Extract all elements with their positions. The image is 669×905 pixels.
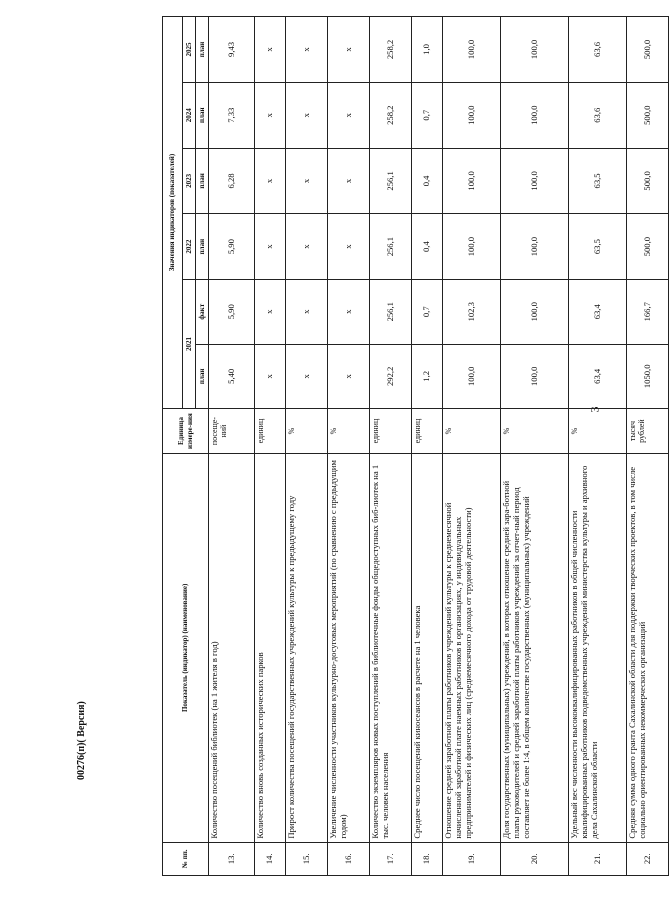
- header-year-2022: 2022: [183, 214, 196, 280]
- indicator-value: 100,0: [501, 279, 569, 344]
- indicator-value: 0,7: [412, 279, 443, 344]
- header-year-2023: 2023: [183, 148, 196, 214]
- indicator-value: 500,0: [627, 214, 669, 280]
- row-number: 14.: [255, 842, 286, 875]
- header-year-2021: 2021: [183, 279, 196, 408]
- row-number: 22.: [627, 842, 669, 875]
- indicator-value: x: [286, 214, 328, 280]
- header-year-2024: 2024: [183, 82, 196, 148]
- indicator-value: x: [286, 279, 328, 344]
- header-plan: план: [196, 344, 209, 409]
- row-number: 18.: [412, 842, 443, 875]
- indicator-value: 5,90: [209, 214, 255, 280]
- indicator-value: x: [255, 17, 286, 83]
- table-row: [412, 17, 443, 876]
- header-unit: Единица измере-ния: [163, 409, 209, 454]
- indicator-value: 500,0: [627, 82, 669, 148]
- header-indicator: Показатель (индикатор) (наименование): [163, 454, 209, 843]
- indicator-name: Среднее число посещений киносеансов в расчете на 1 человека: [412, 454, 443, 843]
- indicator-name: Отношение средней заработной платы работников учреждений культуры к среднемесячной начисленной заработной плате наемных работников в организациях, у индивидуальных предпринимателей и физических лиц (среднемесячного дохода от трудовой деятельности): [443, 454, 501, 843]
- indicator-value: 1050,0: [627, 344, 669, 409]
- indicator-value: 100,0: [443, 82, 501, 148]
- indicator-value: 100,0: [443, 148, 501, 214]
- indicator-value: 5,40: [209, 344, 255, 409]
- indicator-value: 1,2: [412, 344, 443, 409]
- unit-of-measure: %: [328, 409, 370, 454]
- table-row: [569, 17, 627, 876]
- table-row: [370, 17, 412, 876]
- indicator-name: Удельный вес численности высококвалифицированных работников в общей численности квалифицированных работников подведомственных учреждений министерства культуры и архивного дела Сахалинской области: [569, 454, 627, 843]
- indicator-value: x: [328, 214, 370, 280]
- indicator-name: Средняя сумма одного гранта Сахалинской области для поддержки творческих проектов, в том числе социально ориентированных некоммерческих организаций: [627, 454, 669, 843]
- header-year-2025: 2025: [183, 17, 196, 83]
- row-number: 16.: [328, 842, 370, 875]
- indicator-value: 6,28: [209, 148, 255, 214]
- table-row: [255, 17, 286, 876]
- indicator-name: Увеличение численности участников культурно-досуговых мероприятий (по сравнению с предыдущим годом): [328, 454, 370, 843]
- unit-of-measure: посеще-ний: [209, 409, 255, 454]
- indicator-value: x: [328, 17, 370, 83]
- indicator-value: 5,90: [209, 279, 255, 344]
- indicator-name: Количество посещений библиотек (на 1 жителя в год): [209, 454, 255, 843]
- page-number: 3: [587, 406, 602, 413]
- header-num: № пп.: [163, 842, 209, 875]
- indicator-value: 63,4: [569, 279, 627, 344]
- indicator-value: 63,6: [569, 17, 627, 83]
- unit-of-measure: %: [443, 409, 501, 454]
- unit-of-measure: %: [286, 409, 328, 454]
- indicator-value: 100,0: [443, 17, 501, 83]
- indicator-value: 100,0: [501, 344, 569, 409]
- row-number: 13.: [209, 842, 255, 875]
- unit-of-measure: тысяч рублей: [627, 409, 669, 454]
- indicator-value: 63,6: [569, 82, 627, 148]
- header-values-group: Значения индикаторов (показателей): [163, 17, 183, 409]
- indicator-value: 0,7: [412, 82, 443, 148]
- indicator-value: 100,0: [443, 214, 501, 280]
- unit-of-measure: единиц: [370, 409, 412, 454]
- indicator-value: 292,2: [370, 344, 412, 409]
- indicator-value: 256,1: [370, 148, 412, 214]
- indicator-name: Доля государственных (муниципальных) учреждений, в которых отношение средней зара-ботной платы руководителей и средней заработной платы работников учреждений за отчет-ный период составляет не более 1:4, в общем количестве государственных (муниципальных) учреждений: [501, 454, 569, 843]
- indicator-value: 258,2: [370, 17, 412, 83]
- indicator-value: 1,0: [412, 17, 443, 83]
- unit-of-measure: %: [569, 409, 627, 454]
- indicator-value: 256,1: [370, 279, 412, 344]
- indicator-value: 166,7: [627, 279, 669, 344]
- indicator-value: x: [328, 148, 370, 214]
- indicator-value: x: [328, 279, 370, 344]
- header-plan: план: [196, 214, 209, 280]
- unit-of-measure: единиц: [412, 409, 443, 454]
- indicator-value: 100,0: [501, 82, 569, 148]
- row-number: 19.: [443, 842, 501, 875]
- header-plan: план: [196, 148, 209, 214]
- document-version-label: 00276(п)( Версия): [76, 701, 87, 780]
- indicator-name: Количество экземпляров новых поступлений в библиотечные фонды общедоступных биб-лиотек на 1 тыс. человек населения: [370, 454, 412, 843]
- indicator-value: 100,0: [501, 214, 569, 280]
- row-number: 21.: [569, 842, 627, 875]
- indicator-value: 258,2: [370, 82, 412, 148]
- row-number: 15.: [286, 842, 328, 875]
- indicator-value: x: [255, 344, 286, 409]
- indicator-value: x: [255, 82, 286, 148]
- table-row: [286, 17, 328, 876]
- header-plan: план: [196, 82, 209, 148]
- indicator-value: 63,5: [569, 148, 627, 214]
- indicator-value: x: [255, 148, 286, 214]
- indicator-value: x: [286, 82, 328, 148]
- row-number: 20.: [501, 842, 569, 875]
- indicator-value: x: [255, 214, 286, 280]
- row-number: 17.: [370, 842, 412, 875]
- table-row: [209, 17, 255, 876]
- indicator-value: 500,0: [627, 148, 669, 214]
- header-fact: факт: [196, 279, 209, 344]
- table-row: [627, 17, 669, 876]
- indicator-value: 500,0: [627, 17, 669, 83]
- indicator-value: 0,4: [412, 148, 443, 214]
- indicator-value: x: [328, 82, 370, 148]
- indicator-value: x: [286, 148, 328, 214]
- indicator-value: 9,43: [209, 17, 255, 83]
- indicator-value: x: [328, 344, 370, 409]
- table-row: [501, 17, 569, 876]
- indicator-value: x: [286, 344, 328, 409]
- indicator-value: 102,3: [443, 279, 501, 344]
- indicator-name: Количество вновь созданных исторических парков: [255, 454, 286, 843]
- indicators-table: [162, 16, 669, 876]
- unit-of-measure: единиц: [255, 409, 286, 454]
- indicator-value: x: [286, 17, 328, 83]
- indicator-value: 63,5: [569, 214, 627, 280]
- table-row: [443, 17, 501, 876]
- indicator-value: 0,4: [412, 214, 443, 280]
- indicator-value: 100,0: [443, 344, 501, 409]
- table-row: [328, 17, 370, 876]
- indicator-value: 63,4: [569, 344, 627, 409]
- indicator-value: x: [255, 279, 286, 344]
- rotated-table-container: [162, 16, 652, 876]
- header-plan: план: [196, 17, 209, 83]
- indicator-value: 7,33: [209, 82, 255, 148]
- indicator-value: 100,0: [501, 148, 569, 214]
- unit-of-measure: %: [501, 409, 569, 454]
- indicator-value: 100,0: [501, 17, 569, 83]
- indicator-name: Прирост количества посещений государственных учреждений культуры к предыдущему году: [286, 454, 328, 843]
- indicator-value: 256,1: [370, 214, 412, 280]
